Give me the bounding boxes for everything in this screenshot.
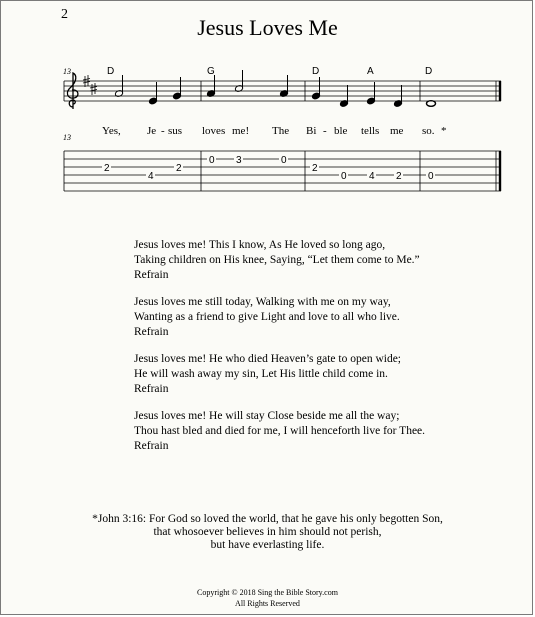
scripture-footnote xyxy=(1,513,534,552)
lyric-syllable: Yes, xyxy=(102,125,121,137)
tab-fret-number: 0 xyxy=(209,155,215,166)
lyric-syllable: so. xyxy=(422,125,435,137)
song-title: Jesus Loves Me xyxy=(197,15,338,40)
lyric-syllable: tells xyxy=(361,125,380,137)
verse-refrain: Refrain xyxy=(134,383,169,395)
lyric-syllable: me! xyxy=(232,125,250,137)
footnote-line: *John 3:16: For God so loved the world, that he gave his only begotten Son, xyxy=(92,513,443,525)
verse xyxy=(134,238,425,283)
verses-block xyxy=(134,238,425,466)
verse-line: Jesus loves me! He will stay Close beside me all the way; xyxy=(134,410,400,422)
verse xyxy=(134,295,425,340)
footnote-line: that whosoever believes in him should not perish, xyxy=(153,526,382,538)
tab-fret-number: 4 xyxy=(148,171,154,182)
lyric-syllable: loves xyxy=(202,125,226,137)
lyric-syllable: ble xyxy=(334,125,348,137)
chord-symbol: D xyxy=(107,66,115,77)
measure-number: 13 xyxy=(63,67,71,76)
page-number: 2 xyxy=(61,7,68,22)
chord-symbol: A xyxy=(367,66,374,77)
tab-fret-number: 0 xyxy=(428,171,434,182)
tab-fret-number: 0 xyxy=(341,171,347,182)
copyright-notice xyxy=(1,587,534,609)
lyric-syllable: Je xyxy=(147,125,157,137)
footnote-line: but have everlasting life. xyxy=(210,539,325,551)
verse-line: He will wash away my sin, Let His little child come in. xyxy=(134,368,388,380)
lyric-syllable: me xyxy=(390,125,404,137)
lyric-syllable: sus xyxy=(168,125,183,137)
lyric-syllable: * xyxy=(441,125,447,137)
tab-fret-number: 0 xyxy=(281,155,287,166)
verse-line: Jesus loves me! This I know, As He loved so long ago, xyxy=(134,239,386,251)
copyright-line: Copyright © 2018 Sing the Bible Story.com xyxy=(197,588,338,597)
verse-refrain: Refrain xyxy=(134,440,169,452)
lyric-syllable: Bi xyxy=(306,125,317,137)
tab-fret-number: 2 xyxy=(396,171,402,182)
tab-measure-number: 13 xyxy=(63,133,71,142)
chord-symbol: D xyxy=(312,66,320,77)
tab-fret-number: 2 xyxy=(176,163,182,174)
verse xyxy=(134,352,425,397)
verse-line: Thou hast bled and died for me, I will henceforth live for Thee. xyxy=(134,425,426,437)
music-notes xyxy=(115,70,436,107)
verse-line: Taking children on His knee, Saying, “Let them come to Me.” xyxy=(134,254,420,266)
tab-fret-number: 2 xyxy=(312,163,318,174)
key-signature-sharps xyxy=(83,75,97,95)
music-notation xyxy=(1,1,534,201)
tab-fret-number: 3 xyxy=(236,155,242,166)
chord-symbol: D xyxy=(425,66,433,77)
chord-symbol: G xyxy=(207,66,215,77)
verse-refrain: Refrain xyxy=(134,269,169,281)
verse-refrain: Refrain xyxy=(134,326,169,338)
verse xyxy=(134,409,425,454)
lyric-syllable: - xyxy=(161,125,165,137)
lyric-syllable: - xyxy=(323,125,327,137)
verse-line: Jesus loves me! He who died Heaven’s gate to open wide; xyxy=(134,353,401,365)
copyright-line: All Rights Reserved xyxy=(235,599,300,608)
verse-line: Jesus loves me still today, Walking with me on my way, xyxy=(134,296,391,308)
lyric-syllable: The xyxy=(272,125,290,137)
tab-fret-number: 2 xyxy=(104,163,110,174)
verse-line: Wanting as a friend to give Light and love to all who live. xyxy=(134,311,400,323)
tab-fret-numbers xyxy=(102,154,435,182)
lyrics-line xyxy=(102,125,447,137)
tab-fret-number: 4 xyxy=(369,171,375,182)
